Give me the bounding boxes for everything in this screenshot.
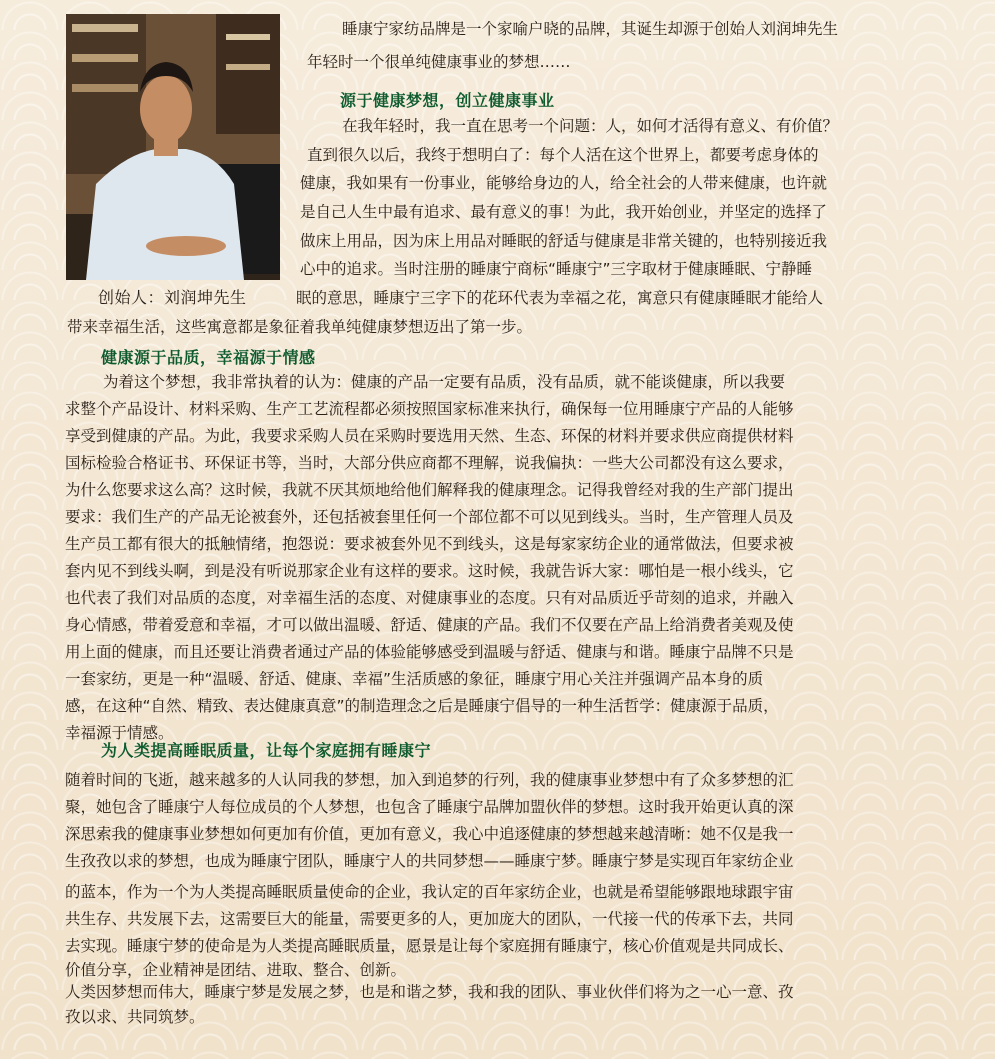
body-line: 生孜孜以求的梦想，也成为睡康宁团队，睡康宁人的共同梦想——睡康宁梦。睡康宁梦是实现百年家纺企业 (65, 852, 794, 870)
body-line: 套内见不到线头啊，到是没有听说那家企业有这样的要求。这时候，我就告诉大家：哪怕是一根小线头，它 (65, 562, 794, 580)
body-line: 享受到健康的产品。为此，我要求采购人员在采购时要选用天然、生态、环保的材料并要求供应商提供材料 (65, 427, 794, 445)
section-heading: 源于健康梦想，创立健康事业 (340, 91, 555, 110)
body-line: 带来幸福生活，这些寓意都是象征着我单纯健康梦想迈出了第一步。 (67, 318, 533, 336)
body-line: 的蓝本，作为一个为人类提高睡眠质量使命的企业，我认定的百年家纺企业，也就是希望能够跟地球跟宇宙 (65, 883, 794, 901)
body-line: 一套家纺，更是一种“温暖、舒适、健康、幸福”生活质感的象征，睡康宁用心关注并强调产品本身的质 (65, 670, 764, 688)
body-line: 眠的意思，睡康宁三字下的花环代表为幸福之花，寓意只有健康睡眠才能给人 (296, 289, 824, 307)
intro-line: 睡康宁家纺品牌是一个家喻户晓的品牌，其诞生却源于创始人刘润坤先生 (342, 20, 839, 38)
body-line: 感，在这种“自然、精致、表达健康真意”的制造理念之后是睡康宁倡导的一种生活哲学：健康源于品质， (65, 697, 779, 715)
section-heading: 为人类提高睡眠质量，让每个家庭拥有睡康宁 (101, 741, 432, 760)
body-line: 在我年轻时，我一直在思考一个问题：人，如何才活得有意义、有价值？ (342, 117, 839, 135)
founder-photo (66, 14, 280, 280)
body-line: 做床上用品，因为床上用品对睡眠的舒适与健康是非常关键的，也特别接近我 (300, 232, 828, 250)
body-line: 人类因梦想而伟大，睡康宁梦是发展之梦，也是和谐之梦，我和我的团队、事业伙伴们将为之一心一意、孜 (65, 983, 794, 1001)
body-line: 求整个产品设计、材料采购、生产工艺流程都必须按照国家标准来执行，确保每一位用睡康宁产品的人能够 (65, 400, 794, 418)
body-line: 心中的追求。当时注册的睡康宁商标“睡康宁”三字取材于健康睡眠、宁静睡 (300, 260, 813, 278)
body-line: 深思索我的健康事业梦想如何更加有价值，更加有意义，我心中追逐健康的梦想越来越清晰：她不仅是我一 (65, 825, 794, 843)
body-line: 为什么您要求这么高？这时候，我就不厌其烦地给他们解释我的健康理念。记得我曾经对我的生产部门提出 (65, 481, 794, 499)
body-line: 去实现。睡康宁梦的使命是为人类提高睡眠质量，愿景是让每个家庭拥有睡康宁，核心价值观是共同成长、 (65, 937, 794, 955)
section-heading: 健康源于品质，幸福源于情感 (101, 348, 316, 367)
body-line: 用上面的健康，而且还要让消费者通过产品的体验能够感受到温暖与舒适、健康与和谐。睡康宁品牌不只是 (65, 643, 794, 661)
body-line: 幸福源于情感。 (65, 724, 174, 742)
body-line: 要求：我们生产的产品无论被套外，还包括被套里任何一个部位都不可以见到线头。当时，生产管理人员及 (65, 508, 794, 526)
body-line: 国标检验合格证书、环保证书等，当时，大部分供应商都不理解，说我偏执：一些大公司都没有这么要求， (65, 454, 794, 472)
body-line: 身心情感，带着爱意和幸福，才可以做出温暖、舒适、健康的产品。我们不仅要在产品上给消费者美观及使 (65, 616, 794, 634)
body-line: 孜以求、共同筑梦。 (65, 1008, 205, 1026)
body-line: 也代表了我们对品质的态度，对幸福生活的态度、对健康事业的态度。只有对品质近乎苛刻的追求，并融入 (65, 589, 794, 607)
body-line: 健康，我如果有一份事业，能够给身边的人，给全社会的人带来健康，也许就 (300, 174, 828, 192)
body-line: 生产员工都有很大的抵触情绪，抱怨说：要求被套外见不到线头，这是每家家纺企业的通常做法，但要求被 (65, 535, 794, 553)
body-line: 价值分享，企业精神是团结、进取、整合、创新。 (65, 961, 407, 979)
body-line: 直到很久以后，我终于想明白了：每个人活在这个世界上，都要考虑身体的 (307, 146, 819, 164)
intro-line: 年轻时一个很单纯健康事业的梦想…… (307, 53, 571, 71)
body-line: 共生存、共发展下去，这需要巨大的能量，需要更多的人，更加庞大的团队，一代接一代的传承下去，共同 (65, 910, 794, 928)
body-line: 聚，她包含了睡康宁人每位成员的个人梦想，也包含了睡康宁品牌加盟伙伴的梦想。这时我开始更认真的深 (65, 798, 794, 816)
body-line: 随着时间的飞逝，越来越多的人认同我的梦想，加入到追梦的行列，我的健康事业梦想中有了众多梦想的汇 (65, 771, 794, 789)
body-line: 是自己人生中最有追求、最有意义的事！为此，我开始创业，并坚定的选择了 (300, 203, 828, 221)
photo-caption: 创始人：刘润坤先生 (98, 288, 247, 307)
body-line: 为着这个梦想，我非常执着的认为：健康的产品一定要有品质，没有品质，就不能谈健康，所以我要 (103, 373, 786, 391)
